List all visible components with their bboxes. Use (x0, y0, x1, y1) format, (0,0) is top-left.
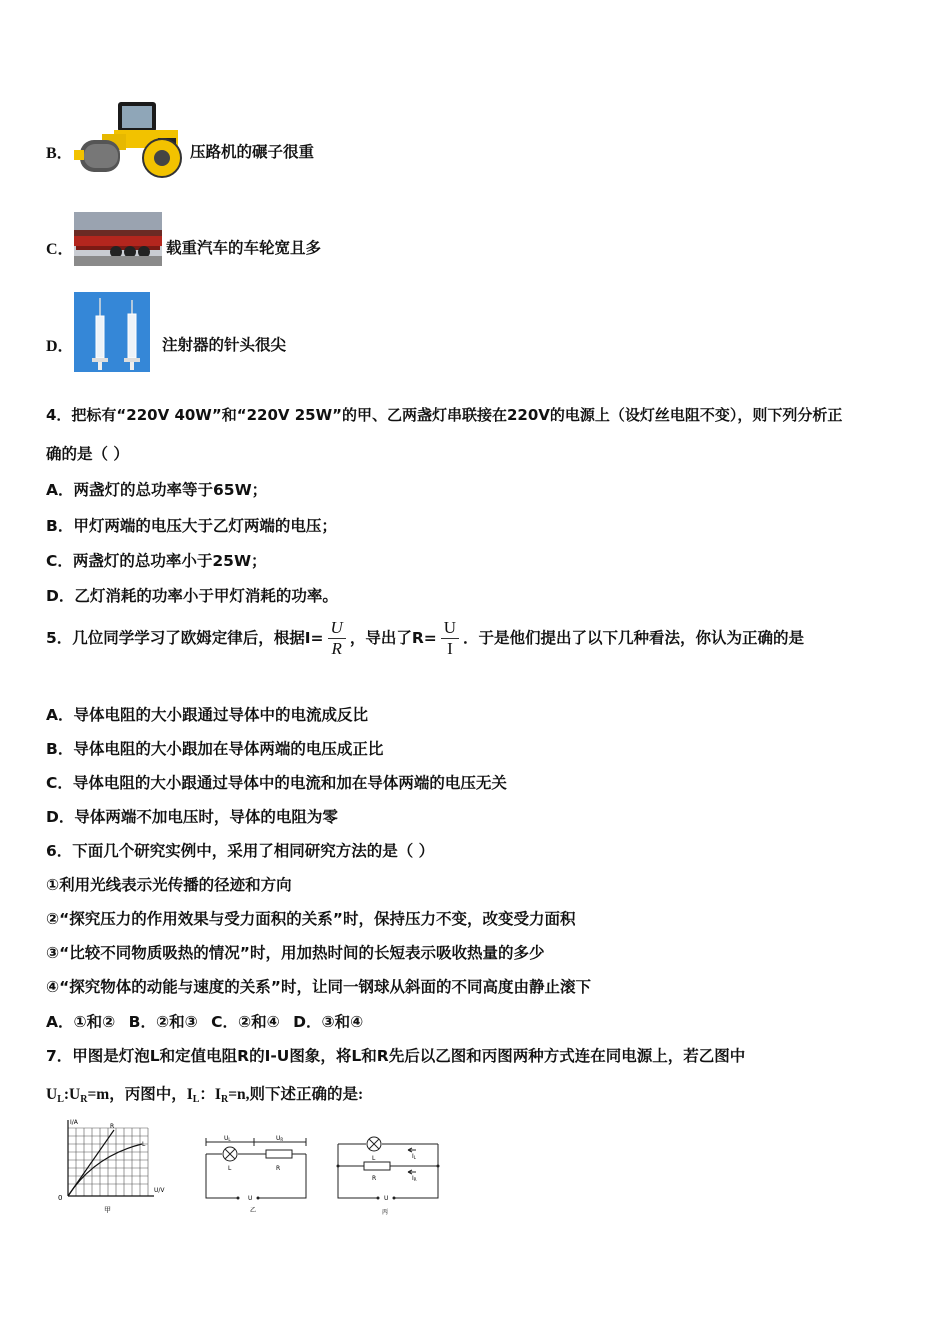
q5-option-a: A．导体电阻的大小跟通过导体中的电流成反比 (46, 706, 368, 724)
il-label (412, 1153, 417, 1160)
q3-option-c (46, 236, 74, 259)
q4-stem-line2: 确的是（ ） (46, 445, 129, 463)
ir-label (412, 1175, 417, 1182)
ur-label (276, 1135, 283, 1142)
q5-option-b: B．导体电阻的大小跟加在导体两端的电压成正比 (46, 740, 384, 758)
q7-text: :U (63, 1086, 81, 1103)
ul-label (224, 1135, 231, 1142)
subscript: L (228, 1137, 231, 1142)
current-symbol: I (412, 1153, 414, 1160)
resistor-label: R (372, 1175, 377, 1182)
figure-caption: 丙 (382, 1209, 389, 1216)
q4-stem-line1: 4．把标有“220V 40W”和“220V 25W”的甲、乙两盏灯串联接在220V的电源上（设灯丝电阻不变），则下列分析正 (46, 406, 843, 424)
subscript: R (280, 1137, 284, 1142)
q5-stem (46, 618, 804, 659)
q7-text: =n,则下述正确的是: (228, 1086, 364, 1103)
q5-stem-part-a: 5．几位同学学习了欧姆定律后，根据I= (46, 629, 324, 647)
q6-options: A．①和② B．②和③ C．②和④ D．③和④ (46, 1013, 364, 1031)
q3-option-b (46, 140, 73, 163)
fraction-denominator: I (447, 639, 453, 658)
fraction-denominator: R (331, 639, 342, 658)
q5-stem-part-b: ，导出了R= (349, 629, 437, 647)
voltage-symbol: U (224, 1135, 229, 1142)
subscript: R (220, 1094, 229, 1105)
y-axis-label: I/A (70, 1119, 78, 1126)
road-roller-image (74, 100, 188, 178)
source-label: U (248, 1195, 253, 1202)
subscript: L (413, 1155, 417, 1160)
lamp-label: L (228, 1165, 232, 1172)
resistor-label: R (276, 1165, 281, 1172)
lamp-label: L (372, 1155, 376, 1162)
figure-caption: 乙 (250, 1207, 257, 1214)
truck-image (74, 212, 162, 266)
figure-yi-series-circuit (198, 1130, 310, 1216)
q7-text: =m，丙图中，I (87, 1086, 193, 1103)
q3-option-d-text: 注射器的针头很尖 (162, 336, 287, 354)
x-axis-label: U/V (154, 1187, 165, 1194)
q6-item-1: ①利用光线表示光传播的径迹和方向 (46, 876, 292, 894)
q4-option-b: B．甲灯两端的电压大于乙灯两端的电压； (46, 517, 337, 535)
q4-option-a: A．两盏灯的总功率等于65W； (46, 481, 268, 499)
q5-stem-part-c: ．于是他们提出了以下几种看法，你认为正确的是 (463, 629, 805, 647)
fraction-numerator: U (441, 618, 459, 639)
q5-option-c: C．导体电阻的大小跟通过导体中的电流和加在导体两端的电压无关 (46, 774, 507, 792)
current-symbol: I (412, 1175, 414, 1182)
q7-stem-line1: 7．甲图是灯泡L和定值电阻R的I-U图象，将L和R先后以乙图和丙图两种方式连在同电源上，若乙图中 (46, 1047, 746, 1065)
q7-text: ：I (199, 1086, 221, 1103)
curve-l-label: L (142, 1141, 146, 1148)
q3-option-d (46, 333, 74, 356)
option-letter: B． (46, 145, 73, 162)
origin-label: 0 (58, 1194, 63, 1202)
subscript: R (80, 1094, 88, 1105)
syringe-image (74, 292, 150, 372)
q7-text: U (46, 1086, 58, 1103)
q6-item-2: ②“探究压力的作用效果与受力面积的关系”时，保持压力不变，改变受力面积 (46, 910, 576, 928)
q4-option-c: C．两盏灯的总功率小于25W； (46, 552, 267, 570)
q6-item-4: ④“探究物体的动能与速度的关系”时，让同一钢球从斜面的不同高度由静止滚下 (46, 978, 592, 996)
q5-option-d: D．导体两端不加电压时，导体的电阻为零 (46, 808, 338, 826)
q3-option-b-text: 压路机的碾子很重 (190, 143, 315, 161)
subscript: L (192, 1094, 200, 1105)
figure-bing-parallel-circuit (332, 1130, 444, 1216)
q6-stem: 6．下面几个研究实例中，采用了相同研究方法的是（ ） (46, 842, 435, 860)
figure-jia-iu-graph (54, 1116, 176, 1216)
q4-option-d: D．乙灯消耗的功率小于甲灯消耗的功率。 (46, 587, 338, 605)
q6-item-3: ③“比较不同物质吸热的情况”时，用加热时间的长短表示吸收热量的多少 (46, 944, 545, 962)
fraction-numerator: U (328, 618, 346, 639)
source-label: U (384, 1195, 389, 1202)
option-letter: D． (46, 338, 74, 355)
q3-option-c-text: 载重汽车的车轮宽且多 (166, 239, 322, 257)
fraction-u-over-r (328, 618, 346, 659)
option-letter: C． (46, 241, 74, 258)
subscript: R (413, 1177, 417, 1182)
fraction-u-over-i (441, 618, 459, 659)
subscript: L (57, 1094, 64, 1105)
curve-r-label: R (110, 1123, 115, 1130)
figure-caption: 甲 (104, 1206, 111, 1214)
voltage-symbol: U (276, 1135, 281, 1142)
q7-stem-line2 (46, 1082, 363, 1105)
